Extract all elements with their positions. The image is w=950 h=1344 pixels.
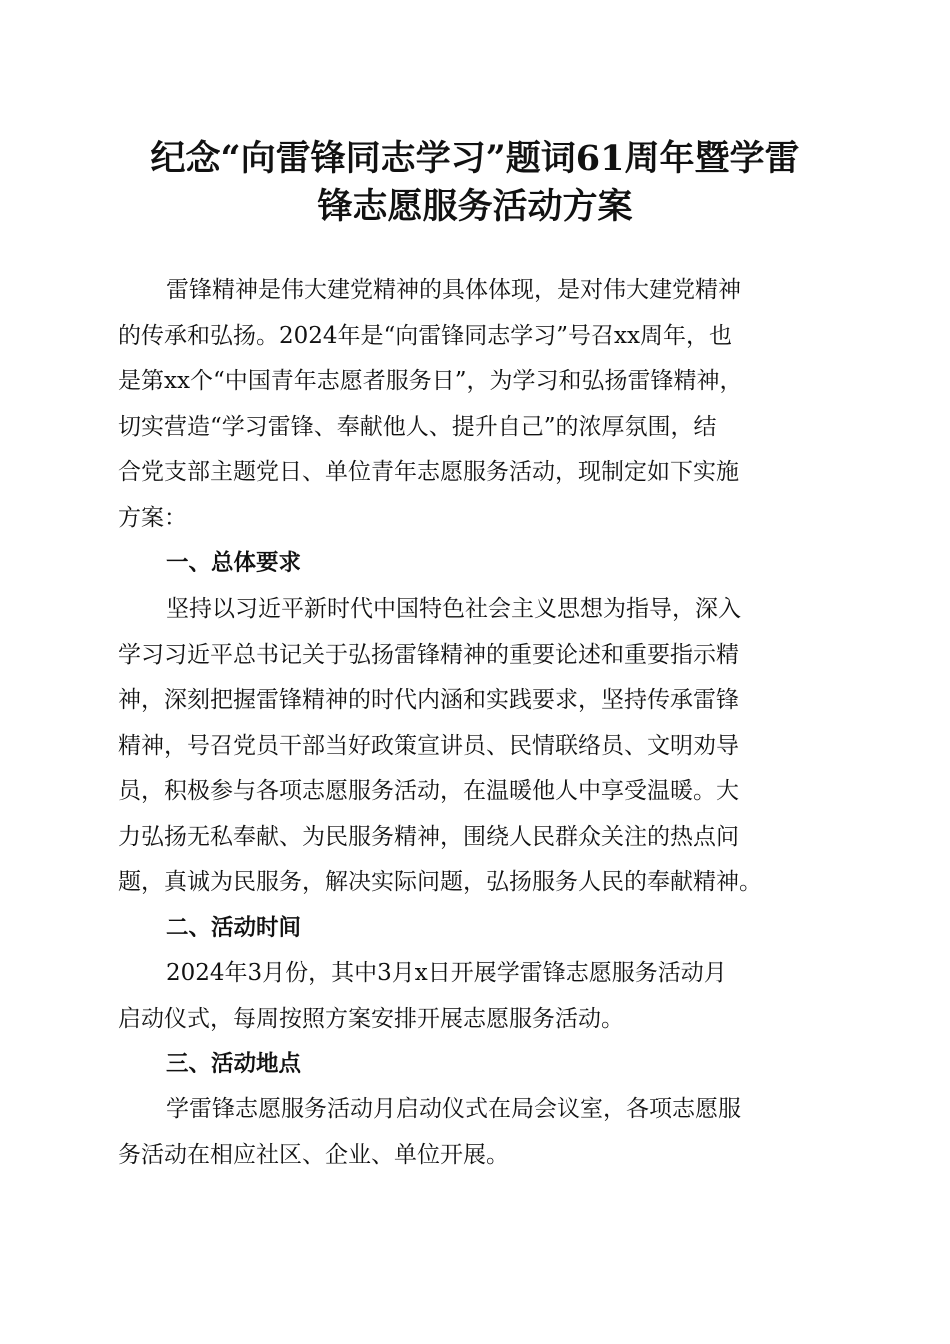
section1-line-5: 员，积极参与各项志愿服务活动，在温暖他人中享受温暖。大 xyxy=(118,778,739,804)
intro-line-4: 切实营造“学习雷锋、奉献他人、提升自己”的浓厚氛围，结 xyxy=(118,413,717,440)
intro-line-5: 合党支部主题党日、单位青年志愿服务活动，现制定如下实施 xyxy=(118,459,739,485)
intro-paragraph xyxy=(118,268,838,541)
document-title-line-1: 纪念“向雷锋同志学习”题词61周年暨学雷 xyxy=(150,138,800,179)
section1-line-4: 精神，号召党员干部当好政策宣讲员、民情联络员、文明劝导 xyxy=(118,732,739,759)
section2-paragraph xyxy=(118,951,838,1042)
section1-line-6: 力弘扬无私奉献、为民服务精神，围绕人民群众关注的热点问 xyxy=(118,823,739,850)
section1-line-1: 坚持以习近平新时代中国特色社会主义思想为指导，深入 xyxy=(166,596,741,622)
section3-heading: 三、活动地点 xyxy=(166,1051,302,1077)
section1-heading: 一、总体要求 xyxy=(166,550,302,576)
section3-paragraph xyxy=(118,1087,838,1178)
section1-line-3: 神，深刻把握雷锋精神的时代内涵和实践要求，坚持传承雷锋 xyxy=(118,687,739,713)
intro-line-3: 是第xx个“中国青年志愿者服务日”，为学习和弘扬雷锋精神， xyxy=(118,368,743,394)
section1-line-7: 题，真诚为民服务，解决实际问题，弘扬服务人民的奉献精神。 xyxy=(118,869,762,895)
section2-heading: 二、活动时间 xyxy=(166,915,302,941)
document-title-line-2: 锋志愿服务活动方案 xyxy=(317,186,633,227)
section3-line-2: 务活动在相应社区、企业、单位开展。 xyxy=(118,1141,509,1168)
intro-line-2: 的传承和弘扬。2024年是“向雷锋同志学习”号召xx周年，也 xyxy=(118,322,732,349)
section2-line-2: 启动仪式，每周按照方案安排开展志愿服务活动。 xyxy=(118,1005,624,1032)
intro-line-6: 方案： xyxy=(118,504,187,531)
section1-line-2: 学习习近平总书记关于弘扬雷锋精神的重要论述和重要指示精 xyxy=(118,641,739,668)
section1-paragraph xyxy=(118,587,838,906)
intro-line-1: 雷锋精神是伟大建党精神的具体体现，是对伟大建党精神 xyxy=(166,277,741,303)
section3-line-1: 学雷锋志愿服务活动月启动仪式在局会议室，各项志愿服 xyxy=(166,1096,741,1122)
section2-line-1: 2024年3月份，其中3月x日开展学雷锋志愿服务活动月 xyxy=(166,960,727,986)
